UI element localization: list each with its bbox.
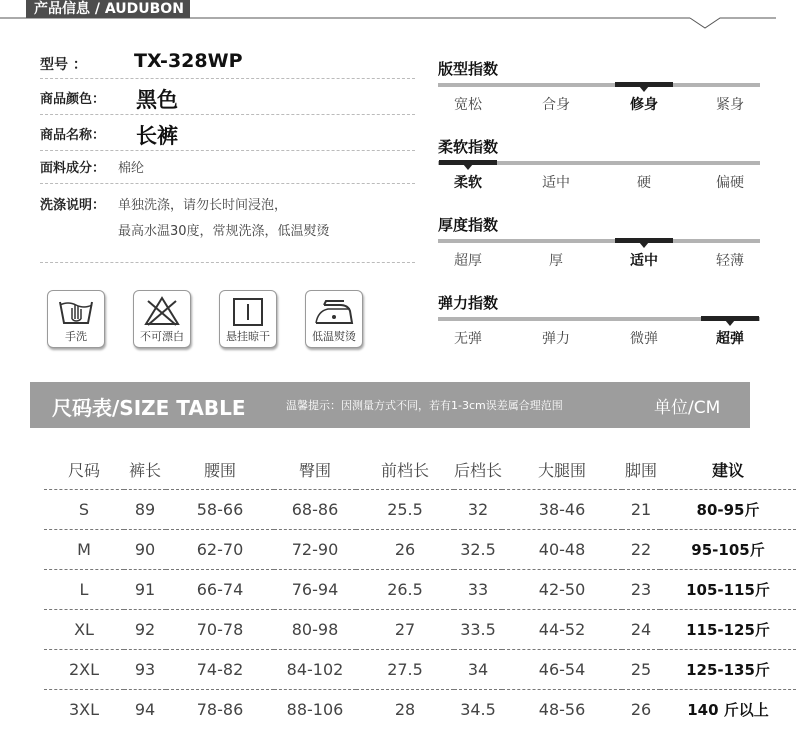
marker-pointer-icon xyxy=(725,320,735,326)
marker-pointer-icon xyxy=(639,242,649,248)
index-level: 厚 xyxy=(526,250,586,270)
table-cell: 94 xyxy=(124,690,166,729)
table-cell: 74-82 xyxy=(166,650,274,690)
table-cell: 88-106 xyxy=(274,690,356,729)
table-cell: 38-46 xyxy=(502,490,622,530)
table-row xyxy=(44,530,796,570)
table-cell: 80-98 xyxy=(274,610,356,650)
table-cell: 27 xyxy=(356,610,454,650)
index-marker xyxy=(439,160,497,165)
index-track xyxy=(438,239,760,243)
column-header: 臀围 xyxy=(274,450,356,490)
table-row xyxy=(44,650,796,690)
care-hang-dry xyxy=(219,290,277,348)
table-cell: 125-135斤 xyxy=(660,650,796,690)
care-no-bleach xyxy=(133,290,191,348)
index-level: 微弹 xyxy=(614,328,674,348)
index-level: 适中 xyxy=(526,172,586,192)
index-level: 合身 xyxy=(526,94,586,114)
index-marker xyxy=(615,82,673,87)
table-cell: 24 xyxy=(622,610,660,650)
table-cell: 33 xyxy=(454,570,502,610)
table-cell: 90 xyxy=(124,530,166,570)
table-cell: 115-125斤 xyxy=(660,610,796,650)
table-cell: XL xyxy=(44,610,124,650)
index-marker xyxy=(615,238,673,243)
index-track xyxy=(438,161,760,165)
index-track xyxy=(438,83,760,87)
wash-line-2: 最高水温30度，常规洗涤，低温熨烫 xyxy=(118,220,330,239)
index-title: 柔软指数 xyxy=(438,136,498,157)
column-header: 大腿围 xyxy=(502,450,622,490)
wash-label: 洗涤说明： xyxy=(40,194,105,213)
column-header: 腰围 xyxy=(166,450,274,490)
care-label: 不可漂白 xyxy=(134,328,190,344)
table-cell: 2XL xyxy=(44,650,124,690)
care-low-iron xyxy=(305,290,363,348)
index-level: 超弹 xyxy=(700,328,760,348)
divider xyxy=(40,262,415,263)
table-cell: 26.5 xyxy=(356,570,454,610)
table-row xyxy=(44,690,796,729)
unit-label: 单位/CM xyxy=(654,393,720,418)
name-value: 长裤 xyxy=(136,120,178,150)
table-cell: 32 xyxy=(454,490,502,530)
table-cell: 58-66 xyxy=(166,490,274,530)
table-cell: 26 xyxy=(356,530,454,570)
index-level: 偏硬 xyxy=(700,172,760,192)
column-header: 裤长 xyxy=(124,450,166,490)
hand-wash-icon xyxy=(48,293,104,329)
table-cell: 76-94 xyxy=(274,570,356,610)
table-cell: 78-86 xyxy=(166,690,274,729)
table-cell: 32.5 xyxy=(454,530,502,570)
table-cell: 68-86 xyxy=(274,490,356,530)
section-title: 产品信息 / AUDUBON xyxy=(26,0,190,18)
index-level: 柔软 xyxy=(438,172,498,192)
table-body xyxy=(44,490,796,729)
table-cell: 80-95斤 xyxy=(660,490,796,530)
table-cell: 105-115斤 xyxy=(660,570,796,610)
table-cell: 95-105斤 xyxy=(660,530,796,570)
table-cell: 44-52 xyxy=(502,610,622,650)
table-cell: M xyxy=(44,530,124,570)
color-value: 黑色 xyxy=(136,84,178,114)
index-level: 超厚 xyxy=(438,250,498,270)
index-level: 硬 xyxy=(614,172,674,192)
low-iron-icon xyxy=(306,293,362,329)
table-cell: 93 xyxy=(124,650,166,690)
index-level: 无弹 xyxy=(438,328,498,348)
column-header: 脚围 xyxy=(622,450,660,490)
marker-pointer-icon xyxy=(463,164,473,170)
table-row xyxy=(44,570,796,610)
column-header: 尺码 xyxy=(44,450,124,490)
table-cell: 66-74 xyxy=(166,570,274,610)
index-level: 适中 xyxy=(614,250,674,270)
table-cell: 84-102 xyxy=(274,650,356,690)
table-cell: 92 xyxy=(124,610,166,650)
table-cell: 140 斤以上 xyxy=(660,690,796,729)
index-level: 紧身 xyxy=(700,94,760,114)
table-cell: 70-78 xyxy=(166,610,274,650)
table-cell: 89 xyxy=(124,490,166,530)
care-hand-wash xyxy=(47,290,105,348)
table-header-row xyxy=(44,450,796,490)
table-row xyxy=(44,490,796,530)
column-header: 建议 xyxy=(660,450,796,490)
table-cell: 25.5 xyxy=(356,490,454,530)
name-label: 商品名称： xyxy=(40,124,105,143)
marker-pointer-icon xyxy=(639,86,649,92)
index-level: 修身 xyxy=(614,94,674,114)
care-label: 悬挂晾干 xyxy=(220,328,276,344)
divider xyxy=(40,183,415,184)
no-bleach-icon xyxy=(134,293,190,329)
column-header: 后档长 xyxy=(454,450,502,490)
hang-dry-icon xyxy=(220,293,276,329)
table-row xyxy=(44,610,796,650)
table-cell: 62-70 xyxy=(166,530,274,570)
table-cell: 26 xyxy=(622,690,660,729)
measurement-tip: 温馨提示：因测量方式不同，若有1-3cm误差属合理范围 xyxy=(286,397,563,413)
index-level: 弹力 xyxy=(526,328,586,348)
fabric-value: 棉纶 xyxy=(118,157,144,176)
index-title: 版型指数 xyxy=(438,58,498,79)
table-cell: 23 xyxy=(622,570,660,610)
divider xyxy=(40,114,415,115)
table-cell: 72-90 xyxy=(274,530,356,570)
table-cell: 40-48 xyxy=(502,530,622,570)
model-label: 型号 ： xyxy=(40,54,87,74)
model-value: TX-328WP xyxy=(134,50,243,72)
divider xyxy=(40,150,415,151)
size-table xyxy=(44,450,796,729)
color-label: 商品颜色： xyxy=(40,88,105,107)
index-level: 宽松 xyxy=(438,94,498,114)
index-title: 厚度指数 xyxy=(438,214,498,235)
table-cell: 21 xyxy=(622,490,660,530)
table-cell: 34.5 xyxy=(454,690,502,729)
table-cell: 33.5 xyxy=(454,610,502,650)
wash-line-1: 单独洗涤，请勿长时间浸泡， xyxy=(118,194,287,213)
table-cell: 46-54 xyxy=(502,650,622,690)
size-table-bar xyxy=(30,382,750,428)
index-level: 轻薄 xyxy=(700,250,760,270)
table-cell: 27.5 xyxy=(356,650,454,690)
size-table-title: 尺码表/SIZE TABLE xyxy=(52,392,246,421)
table-cell: 3XL xyxy=(44,690,124,729)
index-marker xyxy=(701,316,759,321)
table-cell: 34 xyxy=(454,650,502,690)
column-header: 前档长 xyxy=(356,450,454,490)
fabric-label: 面料成分： xyxy=(40,157,105,176)
table-cell: 91 xyxy=(124,570,166,610)
table-cell: 22 xyxy=(622,530,660,570)
table-cell: S xyxy=(44,490,124,530)
index-title: 弹力指数 xyxy=(438,292,498,313)
section-header xyxy=(0,0,800,32)
table-cell: L xyxy=(44,570,124,610)
table-cell: 28 xyxy=(356,690,454,729)
table-cell: 42-50 xyxy=(502,570,622,610)
care-label: 手洗 xyxy=(48,328,104,344)
table-cell: 25 xyxy=(622,650,660,690)
divider xyxy=(40,78,415,79)
index-track xyxy=(438,317,760,321)
care-label: 低温熨烫 xyxy=(306,328,362,344)
table-cell: 48-56 xyxy=(502,690,622,729)
